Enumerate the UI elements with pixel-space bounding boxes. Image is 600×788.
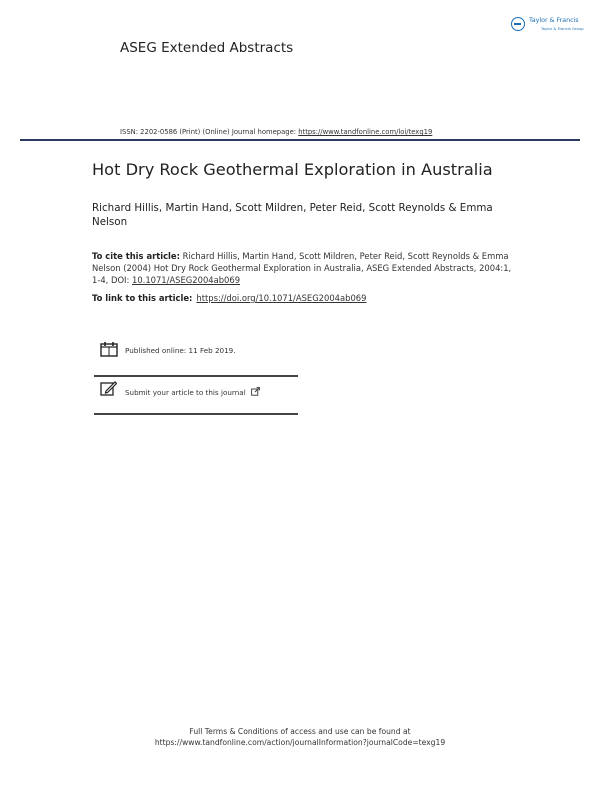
footer-terms-url[interactable]: https://www.tandfonline.com/action/journalInformation?journalCode=texg19 (154, 738, 446, 747)
calendar-icon (100, 341, 118, 357)
external-link-icon (251, 387, 260, 396)
logo-name: Taylor & Francis (529, 17, 579, 24)
issn-line (120, 128, 432, 136)
header-divider (20, 139, 580, 141)
logo-circle-icon (511, 17, 525, 31)
journal-homepage-link[interactable]: https://www.tandfonline.com/loi/texg19 (298, 128, 433, 136)
article-doi-url[interactable]: https://doi.org/10.1071/ASEG2004ab069 (196, 293, 367, 303)
doi-link[interactable]: 10.1071/ASEG2004ab069 (132, 275, 241, 285)
submit-article-link[interactable] (125, 387, 260, 397)
citation-text: Richard Hillis, Martin Hand, Scott Mildren, Peter Reid, Scott Reynolds & Emma Nelson (2004) Hot Dry Rock Geothermal Exploration in Australia, ASEG Extended Abstracts, 2004:1, 1-4, DOI: (92, 251, 512, 285)
journal-title: ASEG Extended Abstracts (120, 40, 294, 56)
info-divider-1 (94, 375, 298, 377)
issn-text: ISSN: 2202-0586 (Print) (Online) Journal homepage: (120, 128, 299, 136)
edit-icon[interactable] (100, 380, 117, 396)
article-authors: Richard Hillis, Martin Hand, Scott Mildren, Peter Reid, Scott Reynolds & Emma Nelson (92, 202, 493, 228)
submit-article-text: Submit your article to this journal (125, 388, 246, 397)
info-divider-2 (94, 413, 298, 415)
article-link-label: To link to this article: (92, 293, 193, 303)
published-date: Published online: 11 Feb 2019. (125, 346, 236, 355)
citation-block (92, 250, 517, 286)
footer (0, 726, 600, 748)
article-link-line (92, 293, 366, 303)
logo-subtext: Taylor & Francis Group (541, 26, 584, 31)
footer-terms-text: Full Terms & Conditions of access and use can be found at (189, 727, 411, 736)
publisher-logo[interactable] (511, 16, 583, 34)
citation-label: To cite this article: (92, 251, 180, 261)
article-title: Hot Dry Rock Geothermal Exploration in Australia (92, 160, 493, 179)
